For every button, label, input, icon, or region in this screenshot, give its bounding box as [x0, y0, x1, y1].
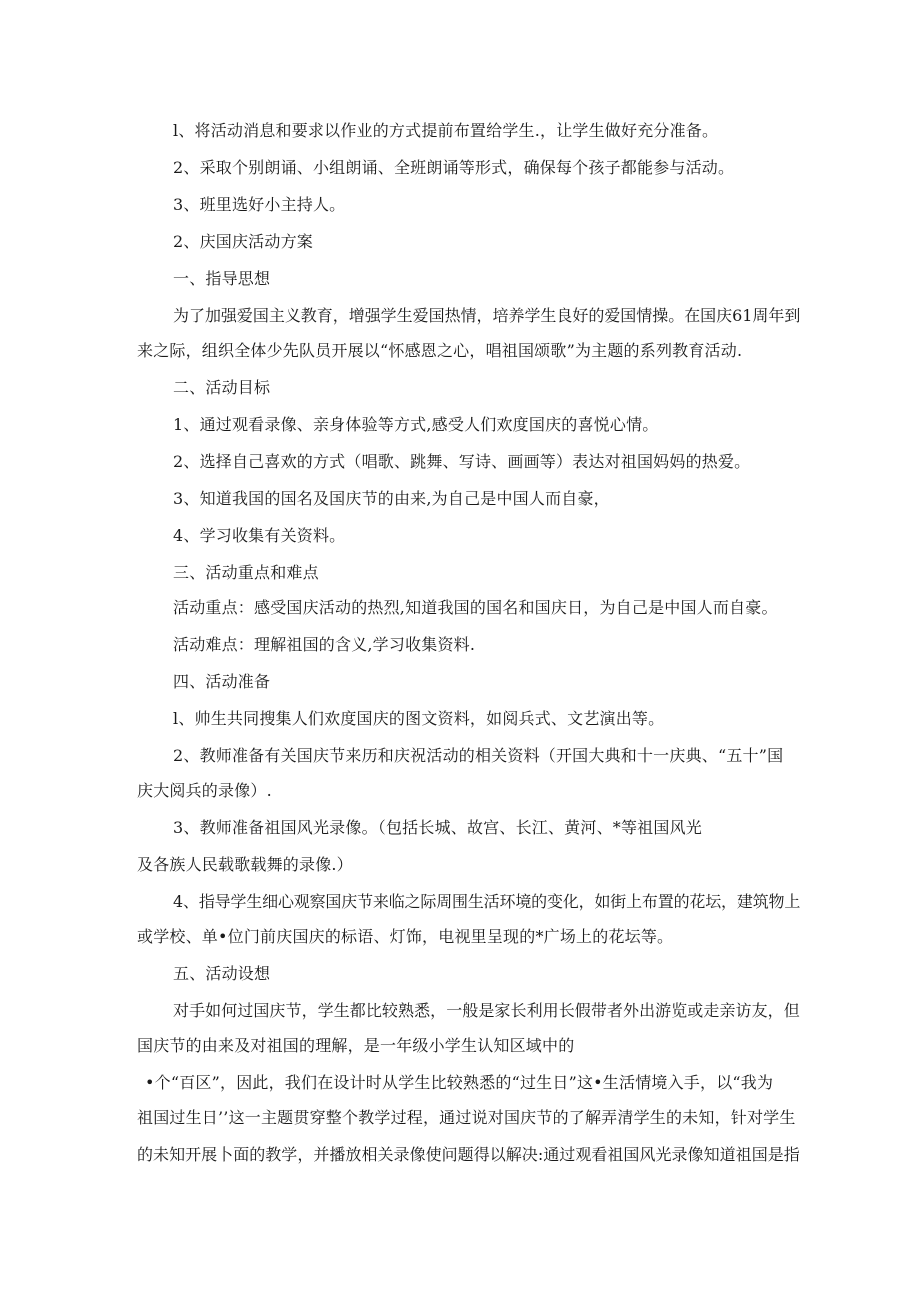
text-line: 3、知道我国的国名及国庆节的由来,为自己是中国人而自豪， — [173, 489, 610, 508]
text-line: 来之际，组织全体少先队员开展以“怀感恩之心，唱祖国颂歌”为主题的系列教育活动. — [137, 341, 743, 360]
text-line: 或学校、单•位门前庆国庆的标语、灯饰，电视里呈现的*广场上的花坛等。 — [137, 927, 674, 946]
text-line: 庆大阅兵的录像）. — [137, 781, 272, 800]
text-line: •个“百区”，因此，我们在设计时从学生比较熟悉的“过生日”这•生活情境入手，以“我为 — [145, 1073, 774, 1092]
section-title: 2、庆国庆活动方案 — [173, 232, 313, 251]
text-line: 2、选择自己喜欢的方式（唱歌、跳舞、写诗、画画等）表达对祖国妈妈的热爱。 — [173, 452, 751, 471]
text-line: 的未知开展卜面的教学，并播放相关录像使问题得以解决:通过观看祖国风光录像知道祖国是指 — [137, 1145, 800, 1164]
section-heading: 五、活动设想 — [173, 964, 271, 983]
text-line: 4、学习收集有关资料。 — [173, 526, 346, 545]
text-line: 对手如何过国庆节，学生都比较熟悉，一般是家长利用长假带者外出游览或走亲访友，但 — [173, 1001, 800, 1020]
text-line: 4、指导学生细心观察国庆节来临之际周围生活环境的变化，如街上布置的花坛，建筑物上 — [173, 892, 801, 911]
text-line: 3、教师准备祖国风光录像。（包括长城、故宫、长江、黄河、*等祖国风光 — [173, 818, 702, 837]
section-heading: 二、活动目标 — [173, 378, 271, 397]
text-line: 1、通过观看录像、亲身体验等方式,感受人们欢度国庆的喜悦心情。 — [173, 415, 659, 434]
text-line: 活动重点：感受国庆活动的热烈,知道我国的国名和国庆日，为自己是中国人而自豪。 — [173, 598, 778, 617]
text-line: 活动难点：理解祖国的含义,学习收集资料. — [173, 635, 476, 654]
section-heading: 三、活动重点和难点 — [173, 563, 319, 582]
text-line: l、将活动消息和要求以作业的方式提前布置给学生.，让学生做好充分准备。 — [173, 121, 719, 140]
text-line: 为了加强爱国主义教育，增强学生爱国热情，培养学生良好的爱国情操。在国庆61周年到 — [173, 306, 801, 325]
text-line: l、帅生共同搜集人们欢度国庆的图文资料，如阅兵式、文艺演出等。 — [173, 709, 665, 728]
section-heading: 四、活动准备 — [173, 672, 271, 691]
text-line: 及各族人民载歌载舞的录像.） — [137, 855, 353, 874]
text-line: 2、采取个别朗诵、小组朗诵、全班朗诵等形式，确保每个孩子都能参与活动。 — [173, 158, 735, 177]
text-line: 2、教师准备有关国庆节来历和庆祝活动的相关资料（开国大典和十一庆典、“五十”国 — [173, 746, 784, 765]
text-line: 国庆节的由来及对祖国的理解，是一年级小学生认知区域中的 — [137, 1036, 575, 1055]
text-line: 3、班里选好小主持人。 — [173, 195, 346, 214]
section-heading: 一、指导思想 — [173, 269, 271, 288]
text-line: 祖国过生日’’这一主题贯穿整个教学过程，通过说对国庆节的了解弄清学生的未知，针对学生 — [137, 1108, 796, 1127]
